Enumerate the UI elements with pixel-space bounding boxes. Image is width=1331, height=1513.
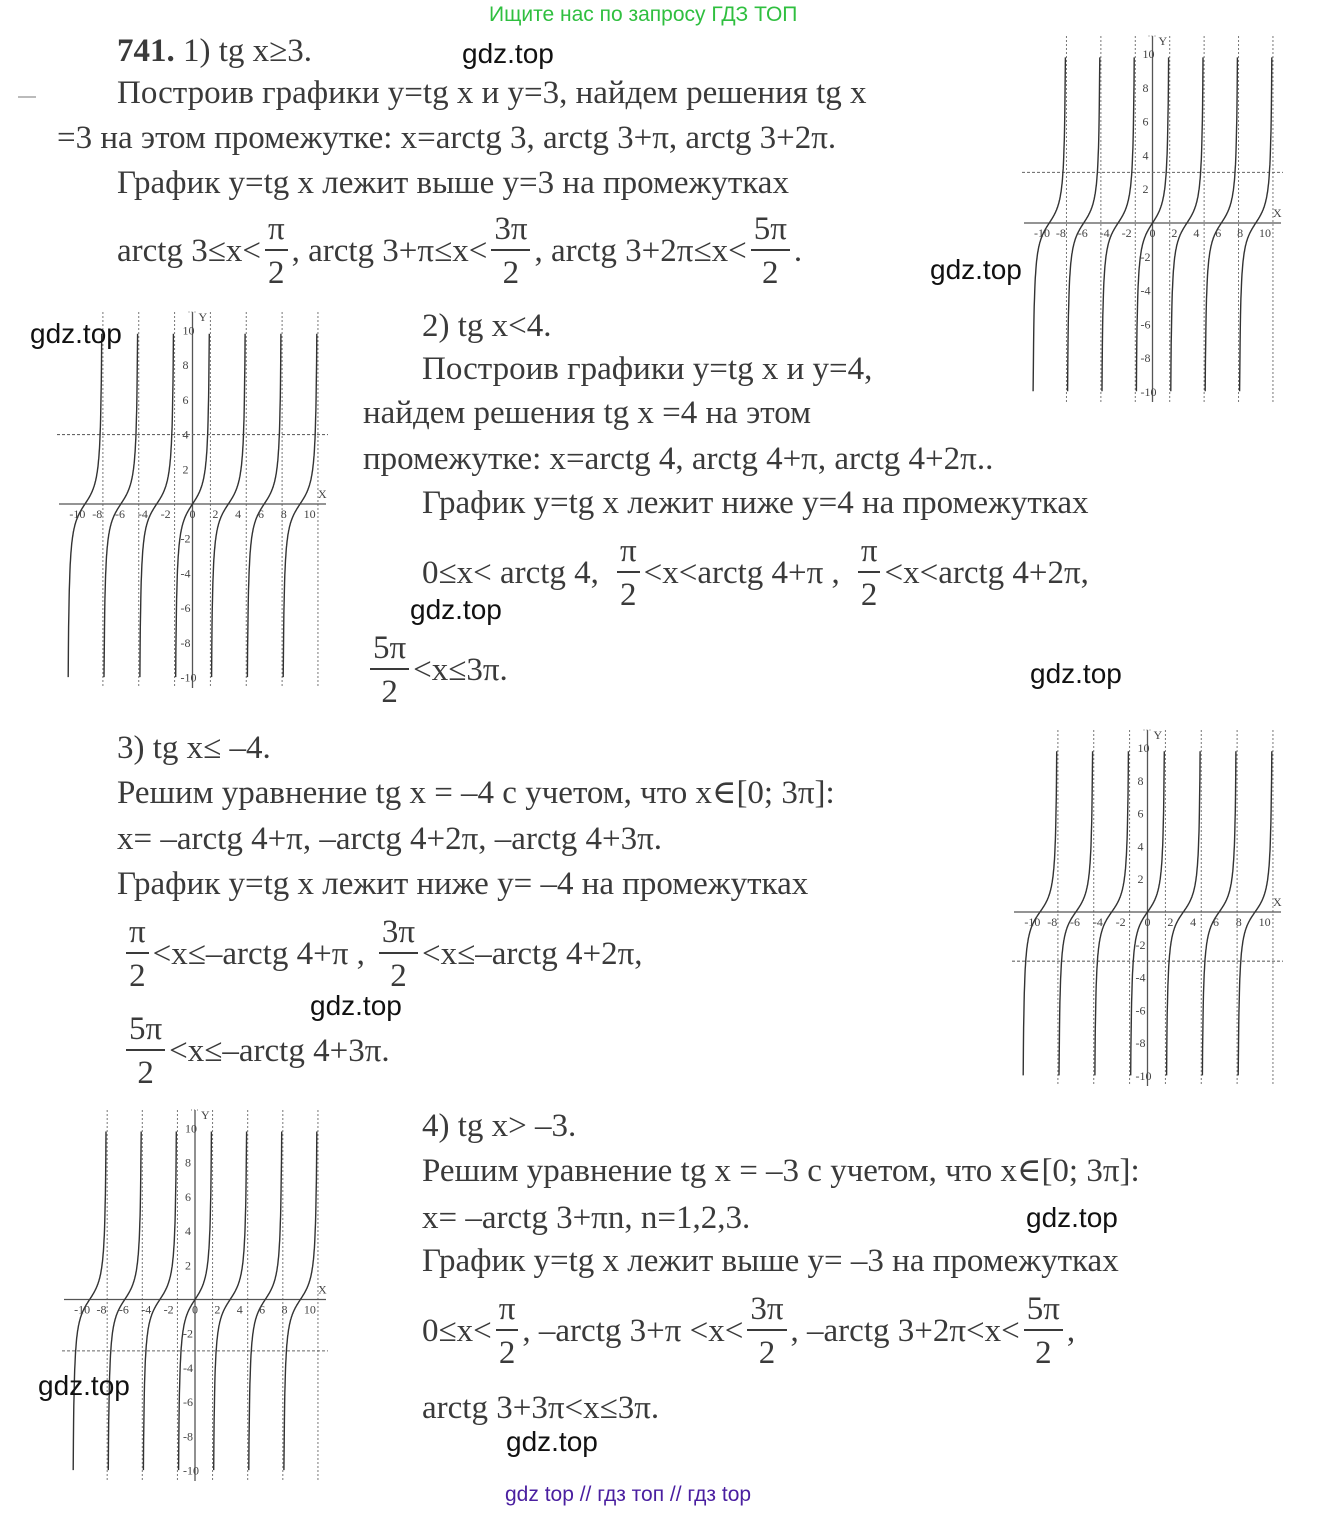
fraction-denominator: 2 bbox=[762, 255, 779, 291]
fraction-numerator: 3π bbox=[747, 1293, 786, 1331]
x-tick-label: -6 bbox=[115, 507, 126, 521]
x-tick-label: 2 bbox=[214, 1302, 221, 1317]
x-axis-label: X bbox=[318, 487, 327, 501]
fraction-denominator: 2 bbox=[620, 577, 637, 613]
part2-interval-text-3: <x<arctg 4+2π, bbox=[884, 555, 1089, 591]
x-tick-label: 6 bbox=[1215, 226, 1222, 240]
x-tick-label: 10 bbox=[1258, 915, 1271, 929]
y-axis-label: Y bbox=[201, 1108, 210, 1122]
fraction-numerator: 5π bbox=[126, 1013, 165, 1051]
fraction-denominator: 2 bbox=[860, 577, 878, 613]
watermark: gdz.top bbox=[930, 254, 1022, 285]
fraction-denominator: 2 bbox=[129, 958, 146, 994]
tangent-branch bbox=[68, 334, 102, 677]
y-tick-label: 10 bbox=[182, 323, 195, 338]
x-tick-label: 10 bbox=[303, 1302, 316, 1317]
y-tick-label: -6 bbox=[183, 1395, 193, 1410]
y-tick-label: -8 bbox=[1135, 1036, 1146, 1051]
y-tick-label: -6 bbox=[180, 601, 191, 616]
tangent-graph-1 bbox=[1020, 34, 1285, 404]
x-tick-label: -4 bbox=[1092, 915, 1103, 929]
fraction-denominator: 2 bbox=[137, 1055, 154, 1091]
fraction-numerator: π bbox=[126, 916, 149, 954]
y-tick-label: 2 bbox=[1137, 872, 1144, 887]
part1-line1: Построив графики y=tg x и y=3, найдем решения tg x bbox=[117, 75, 867, 111]
part2-line3: промежутке: x=arctg 4, arctg 4+π, arctg 4+2π.. bbox=[363, 441, 994, 477]
problem-number: 741. bbox=[117, 33, 175, 69]
part2-fraction-1 bbox=[617, 535, 640, 612]
part1-title-text: 1) tg x≥3. bbox=[183, 33, 313, 69]
x-tick-label: -10 bbox=[74, 1302, 91, 1317]
y-tick-label: -6 bbox=[1135, 1003, 1146, 1018]
x-tick-label: 2 bbox=[1171, 226, 1178, 240]
x-tick-label: 6 bbox=[1212, 915, 1219, 929]
fraction-denominator: 2 bbox=[502, 255, 520, 291]
part4-title: 4) tg x> –3. bbox=[422, 1108, 577, 1144]
tangent-branch bbox=[212, 334, 246, 677]
x-tick-label: 4 bbox=[1190, 915, 1197, 929]
y-tick-label: -10 bbox=[1135, 1068, 1152, 1083]
x-tick-label: 8 bbox=[1237, 226, 1244, 240]
watermark: gdz.top bbox=[30, 318, 122, 349]
x-tick-label: -10 bbox=[1024, 915, 1041, 929]
y-tick-label: 10 bbox=[185, 1121, 197, 1136]
part2-interval-text-1: 0≤x< arctg 4, bbox=[422, 555, 599, 591]
fraction-denominator: 2 bbox=[390, 958, 407, 994]
part3-line1: Решим уравнение tg x = –4 с учетом, что x∈[0; 3π]: bbox=[117, 775, 835, 811]
part4-intervals bbox=[422, 1293, 1075, 1370]
y-tick-label: -4 bbox=[180, 566, 191, 581]
x-tick-label: 0 bbox=[189, 507, 196, 521]
tangent-branch bbox=[247, 334, 281, 677]
x-tick-label: 2 bbox=[212, 507, 219, 521]
x-tick-label: -8 bbox=[92, 507, 103, 521]
y-axis-label: Y bbox=[1153, 728, 1163, 742]
part2-fraction-3 bbox=[370, 632, 409, 709]
x-tick-label: -2 bbox=[1115, 915, 1126, 929]
tangent-branch bbox=[1240, 57, 1272, 391]
y-tick-label: -8 bbox=[1140, 351, 1151, 366]
tangent-branch bbox=[1202, 751, 1236, 1075]
fraction-denominator: 2 bbox=[758, 1335, 776, 1371]
part2-intervals-cont bbox=[366, 632, 508, 709]
part3-fraction-2 bbox=[379, 916, 418, 993]
x-tick-label: 8 bbox=[280, 507, 287, 521]
y-tick-label: 2 bbox=[1142, 182, 1149, 197]
part1-interval-text-3: , arctg 3+2π≤x< bbox=[534, 233, 747, 269]
x-tick-label: -6 bbox=[1077, 226, 1088, 240]
y-tick-label: -8 bbox=[180, 635, 191, 650]
y-axis-label: Y bbox=[1158, 34, 1168, 48]
part3-interval-text-3: <x≤–arctg 4+3π. bbox=[169, 1033, 390, 1069]
x-tick-label: -8 bbox=[96, 1302, 107, 1317]
x-tick-label: -2 bbox=[1121, 226, 1132, 240]
part2-interval-text-4: <x≤3π. bbox=[413, 652, 508, 688]
x-tick-label: 4 bbox=[1193, 226, 1200, 240]
part4-interval-text-4: , bbox=[1066, 1313, 1076, 1349]
x-tick-label: -4 bbox=[137, 507, 148, 521]
y-tick-label: -8 bbox=[183, 1429, 193, 1444]
part1-interval-text-2: , arctg 3+π≤x< bbox=[291, 233, 488, 269]
scan-artifact bbox=[18, 96, 36, 98]
tangent-graph-3 bbox=[1010, 728, 1285, 1088]
x-tick-label: 6 bbox=[257, 507, 264, 521]
part1-fraction-2 bbox=[491, 213, 530, 290]
tangent-branch bbox=[280, 334, 317, 677]
x-tick-label: -4 bbox=[141, 1302, 152, 1317]
x-tick-label: -4 bbox=[1099, 226, 1110, 240]
tangent-branch bbox=[1068, 57, 1100, 391]
part1-intervals bbox=[117, 213, 802, 290]
part2-line4: График y=tg x лежит ниже y=4 на промежутках bbox=[422, 485, 1089, 521]
x-tick-label: -10 bbox=[69, 507, 86, 521]
y-tick-label: -2 bbox=[1140, 249, 1151, 264]
fraction-numerator: 5π bbox=[1024, 1293, 1063, 1331]
fraction-numerator: 3π bbox=[491, 213, 530, 251]
fraction-numerator: 3π bbox=[379, 916, 418, 954]
y-tick-label: -6 bbox=[1140, 317, 1151, 332]
watermark: gdz.top bbox=[506, 1426, 598, 1457]
y-tick-label: -4 bbox=[1135, 970, 1146, 985]
y-tick-label: 6 bbox=[1142, 114, 1149, 129]
tangent-branch bbox=[1205, 57, 1237, 391]
x-tick-label: -10 bbox=[1033, 226, 1050, 240]
y-tick-label: -4 bbox=[1140, 283, 1151, 298]
x-tick-label: 8 bbox=[1235, 915, 1242, 929]
part1-title bbox=[117, 35, 312, 68]
tangent-branch bbox=[104, 334, 138, 677]
part4-line2: x= –arctg 3+πn, n=1,2,3. bbox=[422, 1200, 751, 1236]
part4-line5: arctg 3+3π<x≤3π. bbox=[422, 1390, 660, 1426]
y-tick-label: 8 bbox=[1142, 80, 1149, 95]
fraction-numerator: π bbox=[496, 1293, 519, 1331]
part2-intervals bbox=[422, 535, 1089, 612]
watermark: gdz.top bbox=[1030, 658, 1122, 689]
y-tick-label: 6 bbox=[182, 392, 189, 407]
watermark: gdz.top bbox=[310, 990, 402, 1021]
y-tick-label: 8 bbox=[185, 1155, 191, 1170]
x-axis-label: X bbox=[1273, 206, 1282, 220]
x-tick-label: -6 bbox=[118, 1302, 129, 1317]
x-tick-label: -2 bbox=[160, 507, 171, 521]
footer-links[interactable]: gdz top // гдз топ // гдз top bbox=[505, 1483, 752, 1506]
x-axis-label: X bbox=[318, 1282, 327, 1297]
y-tick-label: 2 bbox=[182, 462, 189, 477]
x-tick-label: -8 bbox=[1047, 915, 1058, 929]
y-tick-label: -4 bbox=[183, 1360, 193, 1375]
y-tick-label: -10 bbox=[183, 1463, 199, 1478]
part2-line2: найдем решения tg x =4 на этом bbox=[363, 395, 811, 431]
x-tick-label: 10 bbox=[1259, 226, 1272, 240]
part4-interval-text-3: , –arctg 3+2π<x< bbox=[790, 1313, 1020, 1349]
part4-interval-text-1: 0≤x< bbox=[422, 1313, 492, 1349]
y-tick-label: 4 bbox=[1137, 839, 1144, 854]
x-tick-label: 8 bbox=[281, 1302, 288, 1317]
x-tick-label: 4 bbox=[236, 1302, 243, 1317]
y-tick-label: -10 bbox=[1140, 384, 1157, 399]
x-axis-label: X bbox=[1273, 895, 1282, 909]
x-tick-label: 6 bbox=[259, 1302, 266, 1317]
part3-interval-text-2: <x≤–arctg 4+2π, bbox=[422, 936, 643, 972]
y-tick-label: 4 bbox=[1142, 148, 1149, 163]
watermark: gdz.top bbox=[410, 594, 502, 625]
watermark: gdz.top bbox=[462, 38, 554, 69]
tangent-branch bbox=[143, 1132, 176, 1471]
watermark: gdz.top bbox=[38, 1370, 130, 1401]
y-tick-label: 6 bbox=[1137, 806, 1144, 821]
part1-fraction-3 bbox=[751, 213, 790, 290]
part2-title: 2) tg x<4. bbox=[422, 308, 552, 344]
part3-title: 3) tg x≤ –4. bbox=[117, 730, 271, 766]
part3-line3: График y=tg x лежит ниже y= –4 на промежутках bbox=[117, 866, 809, 902]
y-tick-label: 10 bbox=[1142, 47, 1155, 62]
x-tick-label: 0 bbox=[1149, 226, 1156, 240]
part3-intervals-cont bbox=[122, 1013, 390, 1090]
part1-fraction-1 bbox=[265, 213, 288, 290]
y-tick-label: 4 bbox=[185, 1224, 191, 1239]
y-tick-label: -10 bbox=[180, 670, 197, 685]
part1-interval-text-1: arctg 3≤x< bbox=[117, 233, 261, 269]
part1-line3: График y=tg x лежит выше y=3 на промежутках bbox=[117, 165, 789, 201]
tangent-branch bbox=[214, 1132, 247, 1471]
fraction-numerator: 5π bbox=[370, 632, 409, 670]
part3-line2: x= –arctg 4+π, –arctg 4+2π, –arctg 4+3π. bbox=[117, 821, 663, 857]
part1-interval-text-4: . bbox=[793, 233, 803, 269]
part4-line3: График y=tg x лежит выше y= –3 на промежутках bbox=[422, 1243, 1119, 1279]
part2-line1: Построив графики y=tg x и y=4, bbox=[422, 351, 873, 387]
fraction-numerator: π bbox=[858, 535, 881, 573]
tangent-branch bbox=[1023, 751, 1056, 1075]
part3-interval-text-1: <x≤–arctg 4+π , bbox=[152, 936, 365, 972]
part3-fraction-1 bbox=[126, 916, 149, 993]
part4-interval-text-2: , –arctg 3+π <x< bbox=[522, 1313, 744, 1349]
tangent-branch bbox=[249, 1132, 282, 1471]
fraction-denominator: 2 bbox=[381, 674, 398, 710]
tangent-branch bbox=[1167, 751, 1201, 1075]
part4-fraction-3 bbox=[1024, 1293, 1063, 1370]
part3-fraction-3 bbox=[126, 1013, 165, 1090]
x-tick-label: 2 bbox=[1167, 915, 1174, 929]
tangent-branch bbox=[284, 1132, 317, 1471]
fraction-numerator: π bbox=[265, 213, 288, 251]
y-tick-label: 8 bbox=[182, 358, 189, 373]
part2-fraction-2 bbox=[858, 535, 881, 612]
fraction-numerator: π bbox=[617, 535, 640, 573]
part4-fraction-2 bbox=[747, 1293, 786, 1370]
fraction-denominator: 2 bbox=[498, 1335, 516, 1371]
part1-line2: =3 на этом промежутке: x=arctg 3, arctg 3+π, arctg 3+2π. bbox=[57, 120, 837, 156]
y-tick-label: -2 bbox=[183, 1326, 193, 1341]
x-tick-label: 0 bbox=[192, 1302, 198, 1317]
watermark: gdz.top bbox=[1026, 1202, 1118, 1233]
tangent-graph-2 bbox=[55, 310, 330, 690]
search-banner[interactable]: Ищите нас по запросу ГДЗ ТОП bbox=[489, 3, 798, 26]
tangent-branch bbox=[1033, 57, 1065, 391]
part3-intervals bbox=[122, 916, 643, 993]
part2-interval-text-2: <x<arctg 4+π , bbox=[643, 555, 840, 591]
fraction-denominator: 2 bbox=[268, 255, 285, 291]
y-tick-label: -2 bbox=[1135, 937, 1146, 952]
tangent-branch bbox=[137, 334, 174, 677]
tangent-branch bbox=[108, 1132, 141, 1471]
y-tick-label: 6 bbox=[185, 1189, 191, 1204]
x-tick-label: -2 bbox=[163, 1302, 174, 1317]
x-tick-label: 4 bbox=[235, 507, 242, 521]
tangent-branch bbox=[1235, 751, 1272, 1075]
tangent-branch bbox=[1059, 751, 1093, 1075]
y-tick-label: -2 bbox=[180, 531, 191, 546]
tangent-branch bbox=[1092, 751, 1129, 1075]
x-tick-label: -8 bbox=[1055, 226, 1066, 240]
fraction-denominator: 2 bbox=[1035, 1335, 1052, 1371]
x-tick-label: -6 bbox=[1070, 915, 1081, 929]
y-tick-label: 10 bbox=[1137, 741, 1150, 756]
tangent-branch bbox=[73, 1132, 106, 1471]
tangent-branch bbox=[1099, 57, 1134, 391]
y-tick-label: 4 bbox=[182, 427, 189, 442]
x-tick-label: 10 bbox=[303, 507, 316, 521]
y-tick-label: 2 bbox=[185, 1258, 191, 1273]
fraction-numerator: 5π bbox=[751, 213, 790, 251]
x-tick-label: 0 bbox=[1144, 915, 1151, 929]
tangent-graph-4 bbox=[60, 1108, 330, 1483]
tangent-branch bbox=[1171, 57, 1203, 391]
part4-fraction-1 bbox=[496, 1293, 519, 1370]
part4-line1: Решим уравнение tg x = –3 с учетом, что x∈[0; 3π]: bbox=[422, 1153, 1140, 1189]
y-tick-label: 8 bbox=[1137, 773, 1144, 788]
y-axis-label: Y bbox=[198, 310, 208, 324]
